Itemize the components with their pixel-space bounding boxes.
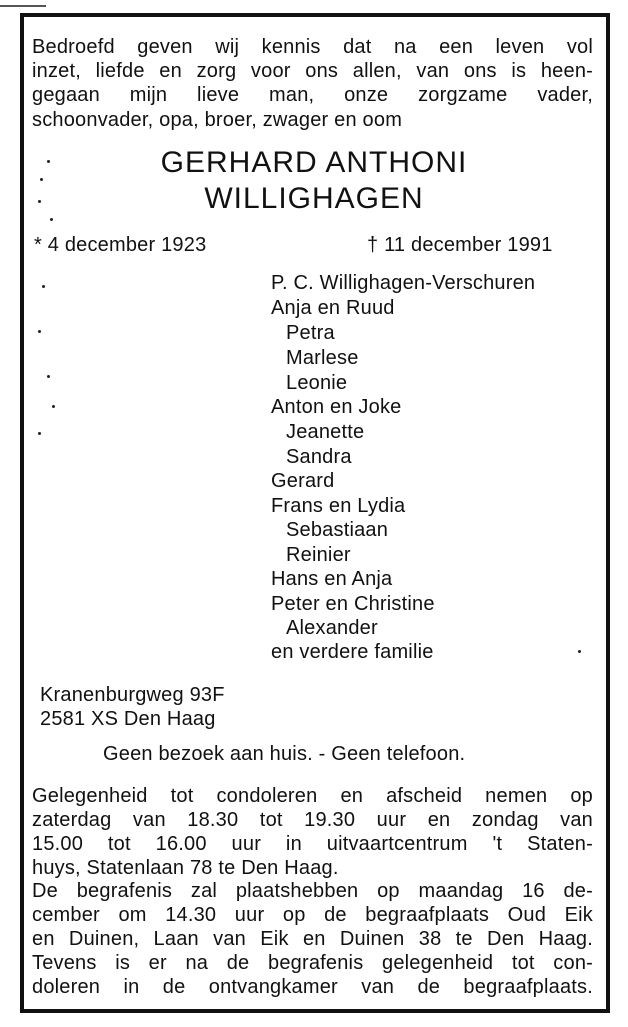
intro-line-2: inzet, liefde en zorg voor ons allen, van ons is heen- xyxy=(32,60,593,82)
intro-line-1: Bedroefd geven wij kennis dat na een leven vol xyxy=(32,36,593,58)
address-street: Kranenburgweg 93F xyxy=(40,684,225,706)
birth-date: * 4 december 1923 xyxy=(34,234,207,256)
details-line: 15.00 tot 16.00 uur in uitvaartcentrum 't Staten- xyxy=(32,833,593,855)
family-member: Gerard xyxy=(271,470,335,492)
family-member: P. C. Willighagen-Verschuren xyxy=(271,272,536,294)
details-line: Gelegenheid tot condoleren en afscheid nemen op xyxy=(32,785,593,807)
scan-speck xyxy=(40,178,43,181)
address-city: 2581 XS Den Haag xyxy=(40,708,216,730)
details-line: huys, Statenlaan 78 te Den Haag. xyxy=(32,857,339,879)
scan-speck xyxy=(47,160,50,163)
family-member: Frans en Lydia xyxy=(271,495,406,517)
details-line: cember om 14.30 uur op de begraafplaats Oud Eik xyxy=(32,904,593,926)
family-member: Hans en Anja xyxy=(271,568,393,590)
scan-speck xyxy=(578,650,581,653)
scan-edge-line xyxy=(0,5,46,7)
scan-speck xyxy=(50,218,53,221)
family-member: Alexander xyxy=(286,617,378,639)
family-member: Leonie xyxy=(286,372,348,394)
family-member: Anton en Joke xyxy=(271,396,402,418)
scan-speck xyxy=(47,375,50,378)
family-member: Sandra xyxy=(286,446,352,468)
death-date: † 11 december 1991 xyxy=(367,234,553,256)
scan-speck xyxy=(38,200,41,203)
deceased-first-names: GERHARD ANTHONI xyxy=(160,146,468,179)
family-member: Petra xyxy=(286,322,335,344)
scan-speck xyxy=(38,330,41,333)
deceased-surname: WILLIGHAGEN xyxy=(204,182,424,215)
family-member: Sebastiaan xyxy=(286,519,389,541)
family-member: Anja en Ruud xyxy=(271,297,395,319)
scan-speck xyxy=(52,405,55,408)
family-member: Reinier xyxy=(286,544,351,566)
scan-speck xyxy=(42,285,45,288)
details-line: doleren in de ontvangkamer van de begraafplaats. xyxy=(32,976,593,998)
details-line: De begrafenis zal plaatshebben op maandag 16 de- xyxy=(32,880,593,902)
family-member: Marlese xyxy=(286,347,359,369)
details-line: en Duinen, Laan van Eik en Duinen 38 te Den Haag. xyxy=(32,928,593,950)
details-line: zaterdag van 18.30 tot 19.30 uur en zondag van xyxy=(32,809,593,831)
family-member: Jeanette xyxy=(286,421,365,443)
family-member: en verdere familie xyxy=(271,641,434,663)
intro-line-4: schoonvader, opa, broer, zwager en oom xyxy=(32,109,403,131)
family-member: Peter en Christine xyxy=(271,593,435,615)
details-line: Tevens is er na de begrafenis gelegenheid tot con- xyxy=(32,952,593,974)
intro-line-3: gegaan mijn lieve man, onze zorgzame vader, xyxy=(32,84,593,106)
scan-speck xyxy=(38,432,41,435)
visit-notice: Geen bezoek aan huis. - Geen telefoon. xyxy=(103,743,466,765)
